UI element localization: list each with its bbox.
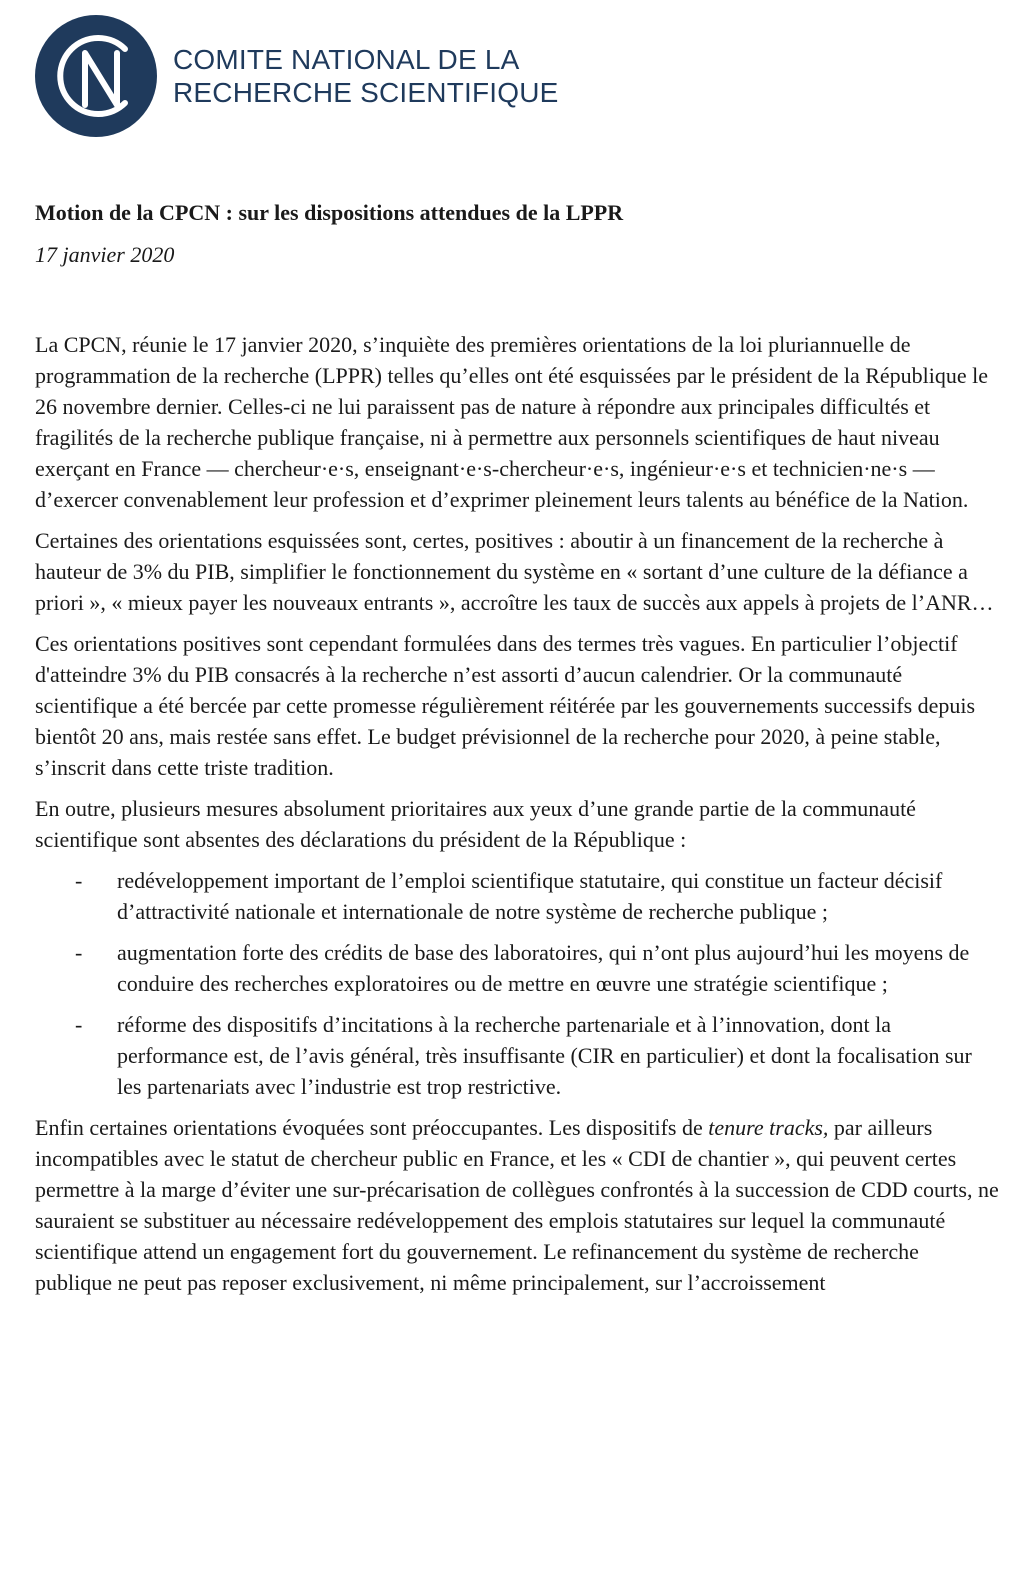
list-item: [35, 1009, 1000, 1102]
list-item-text: réforme des dispositifs d’incitations à la recherche partenariale et à l’innovation, dont la performance est, de l’avis général, très insuffisante (CIR en particulier) et dont la focalisation sur les partenariats avec l’industrie est trop restrictive.: [117, 1012, 972, 1099]
list-item: [35, 937, 1000, 999]
list-item-text: augmentation forte des crédits de base des laboratoires, qui n’ont plus aujourd’hui les moyens de conduire des recherches exploratoires ou de mettre en œuvre une stratégie scientifique ;: [117, 940, 970, 996]
list-dash: -: [75, 940, 83, 965]
organization-name-line-2: RECHERCHE SCIENTIFIQUE: [173, 77, 559, 108]
list-item: [35, 865, 1000, 927]
cn-monogram-logo-icon: [33, 13, 159, 139]
paragraph-2: Certaines des orientations esquissées sont, certes, positives : aboutir à un financement de la recherche à hauteur de 3% du PIB, simplifier le fonctionnement du système en « sortant d’une culture de la défiance a priori », « mieux payer les nouveaux entrants », accroître les taux de succès aux appels à projets de l’ANR…: [35, 528, 994, 615]
document-title: Motion de la CPCN : sur les dispositions attendues de la LPPR: [35, 200, 624, 225]
list-dash: -: [75, 868, 83, 893]
document-body: [35, 329, 1000, 1298]
list-item-text: redéveloppement important de l’emploi scientifique statutaire, qui constitue un facteur décisif d’attractivité nationale et internationale de notre système de recherche publique ;: [117, 868, 943, 924]
list-dash: -: [75, 1012, 83, 1037]
document-content: [35, 197, 1000, 1308]
paragraph-3: Ces orientations positives sont cependant formulées dans des termes très vagues. En particulier l’objectif d'atteindre 3% du PIB consacrés à la recherche n’est assorti d’aucun calendrier. Or la communauté scientifique a été bercée par cette promesse régulièrement réitérée par les gouvernements successifs depuis bientôt 20 ans, mais restée sans effet. Le budget prévisionnel de la recherche pour 2020, à peine stable, s’inscrit dans cette triste tradition.: [35, 631, 976, 780]
paragraph-1: La CPCN, réunie le 17 janvier 2020, s’inquiète des premières orientations de la loi pluriannuelle de programmation de la recherche (LPPR) telles qu’elles ont été esquissées par le président de la République le 26 novembre dernier. Celles-ci ne lui paraissent pas de nature à répondre aux principales difficultés et fragilités de la recherche publique française, ni à permettre aux personnels scientifiques de haut niveau exerçant en France — chercheur·e·s, enseignant·e·s-chercheur·e·s, ingénieur·e·s et technicien·ne·s — d’exercer convenablement leur profession et d’exprimer pleinement leurs talents au bénéfice de la Nation.: [35, 332, 989, 512]
priority-measures-list: [35, 865, 1000, 1102]
paragraph-5-italic: tenure tracks,: [708, 1115, 829, 1140]
paragraph-5-end: par ailleurs incompatibles avec le statut de chercheur public en France, et les « CDI de chantier », qui peuvent certes permettre à la marge d’éviter une sur-précarisation de collègues confrontés à la succession de CDD courts, ne sauraient se substituer au nécessaire redéveloppement des emplois statutaires sur lequel la communauté scientifique attend un engagement fort du gouvernement. Le refinancement du système de recherche publique ne peut pas reposer exclusivement, ni même principalement, sur l’accroissement: [35, 1115, 999, 1295]
paragraph-5: [35, 1112, 1000, 1298]
paragraph-4: En outre, plusieurs mesures absolument prioritaires aux yeux d’une grande partie de la communauté scientifique sont absentes des déclarations du président de la République :: [35, 796, 916, 852]
letterhead: [33, 13, 559, 139]
document-date: 17 janvier 2020: [35, 242, 175, 267]
organization-name-line-1: COMITE NATIONAL DE LA: [173, 44, 520, 75]
organization-name: [173, 43, 559, 109]
paragraph-5-start: Enfin certaines orientations évoquées sont préoccupantes. Les dispositifs de: [35, 1115, 709, 1140]
